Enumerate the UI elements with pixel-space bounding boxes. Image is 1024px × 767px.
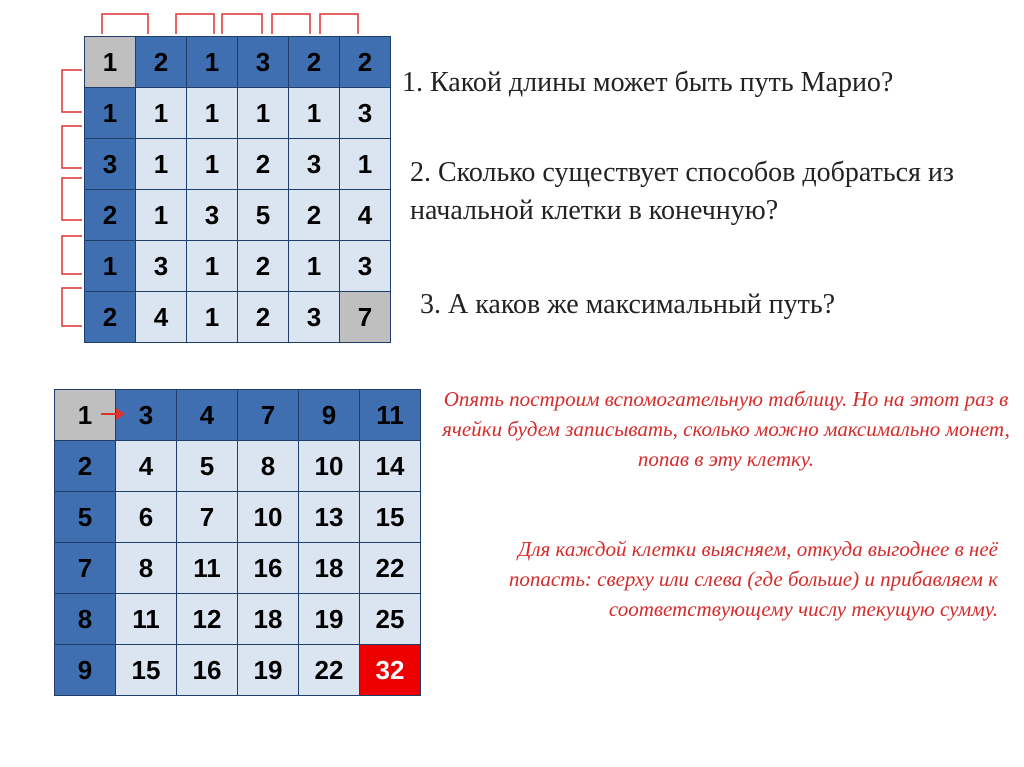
grid-cell: 8 [55, 594, 116, 645]
grid-cell: 9 [55, 645, 116, 696]
grid-cell: 3 [116, 390, 177, 441]
grid-cell: 2 [238, 139, 289, 190]
grid-cell: 1 [136, 139, 187, 190]
grid-cell: 5 [238, 190, 289, 241]
grid-row [55, 492, 421, 543]
grid-cell: 16 [238, 543, 299, 594]
grid-cell: 3 [85, 139, 136, 190]
grid-cell: 3 [238, 37, 289, 88]
grid-row [85, 292, 391, 343]
grid-row [85, 88, 391, 139]
grid-cell: 2 [85, 292, 136, 343]
grid-cell: 16 [177, 645, 238, 696]
grid-cell: 32 [360, 645, 421, 696]
grid-cell: 1 [187, 88, 238, 139]
grid-cell: 1 [340, 139, 391, 190]
grid-cell: 1 [85, 88, 136, 139]
grid-cell: 18 [238, 594, 299, 645]
grid-cell: 7 [55, 543, 116, 594]
max-coins-helper-grid [54, 389, 421, 696]
grid-row [85, 241, 391, 292]
note-calculation-rule: Для каждой клетки выясняем, откуда выгоднее в неё попасть: сверху или слева (где больше) и прибавляем к соответствующему числу текущую сумму. [508, 537, 998, 621]
grid-cell: 2 [55, 441, 116, 492]
grid-cell: 1 [289, 241, 340, 292]
grid-cell: 1 [187, 139, 238, 190]
grid-cell: 1 [187, 292, 238, 343]
grid-cell: 1 [238, 88, 289, 139]
grid-cell: 2 [289, 190, 340, 241]
question-number-of-ways: 2. Сколько существует способов добраться из начальной клетки в конечную? [410, 157, 954, 226]
grid-cell: 11 [116, 594, 177, 645]
grid-cell: 4 [177, 390, 238, 441]
grid-cell: 4 [136, 292, 187, 343]
grid-cell: 1 [187, 241, 238, 292]
grid-cell: 1 [55, 390, 116, 441]
grid-cell: 1 [85, 37, 136, 88]
grid-row [85, 139, 391, 190]
grid-cell: 15 [360, 492, 421, 543]
grid-cell: 12 [177, 594, 238, 645]
grid-row [55, 594, 421, 645]
grid-cell: 22 [360, 543, 421, 594]
grid-cell: 3 [289, 139, 340, 190]
grid-cell: 5 [55, 492, 116, 543]
grid-cell: 11 [360, 390, 421, 441]
grid-cell: 1 [289, 88, 340, 139]
grid-cell: 6 [116, 492, 177, 543]
grid-cell: 14 [360, 441, 421, 492]
grid-cell: 2 [340, 37, 391, 88]
grid-cell: 3 [136, 241, 187, 292]
grid-cell: 3 [340, 241, 391, 292]
grid-cell: 25 [360, 594, 421, 645]
grid-cell: 7 [340, 292, 391, 343]
question-maximum-path: 3. А каков же максимальный путь? [420, 289, 836, 320]
grid-cell: 8 [116, 543, 177, 594]
grid-row [85, 190, 391, 241]
note-helper-table: Опять построим вспомогательную таблицу. Но на этот раз в ячейки будем записывать, сколько можно максимально монет, попав в эту клетку. [442, 387, 1010, 471]
grid-cell: 5 [177, 441, 238, 492]
grid-row [55, 645, 421, 696]
grid-cell: 9 [299, 390, 360, 441]
grid-cell: 1 [85, 241, 136, 292]
question-path-length: 1. Какой длины может быть путь Марио? [402, 67, 894, 98]
right-arrow-icon [98, 402, 128, 426]
grid-cell: 4 [116, 441, 177, 492]
grid-cell: 7 [238, 390, 299, 441]
grid-cell: 10 [299, 441, 360, 492]
grid-cell: 19 [238, 645, 299, 696]
grid-cell: 15 [116, 645, 177, 696]
grid-cell: 4 [340, 190, 391, 241]
grid-cell: 22 [299, 645, 360, 696]
grid-cell: 2 [136, 37, 187, 88]
grid-cell: 7 [177, 492, 238, 543]
grid-row [85, 37, 391, 88]
grid-cell: 3 [340, 88, 391, 139]
grid-cell: 8 [238, 441, 299, 492]
grid-cell: 3 [289, 292, 340, 343]
grid-row [55, 441, 421, 492]
grid-cell: 3 [187, 190, 238, 241]
grid-cell: 2 [289, 37, 340, 88]
grid-cell: 1 [136, 190, 187, 241]
grid-row [55, 543, 421, 594]
grid-cell: 2 [238, 292, 289, 343]
grid-cell: 13 [299, 492, 360, 543]
grid-cell: 2 [85, 190, 136, 241]
grid-cell: 18 [299, 543, 360, 594]
grid-cell: 10 [238, 492, 299, 543]
mario-coin-grid [84, 36, 391, 343]
grid-cell: 1 [187, 37, 238, 88]
grid-cell: 19 [299, 594, 360, 645]
grid-cell: 2 [238, 241, 289, 292]
grid-cell: 1 [136, 88, 187, 139]
grid-cell: 11 [177, 543, 238, 594]
